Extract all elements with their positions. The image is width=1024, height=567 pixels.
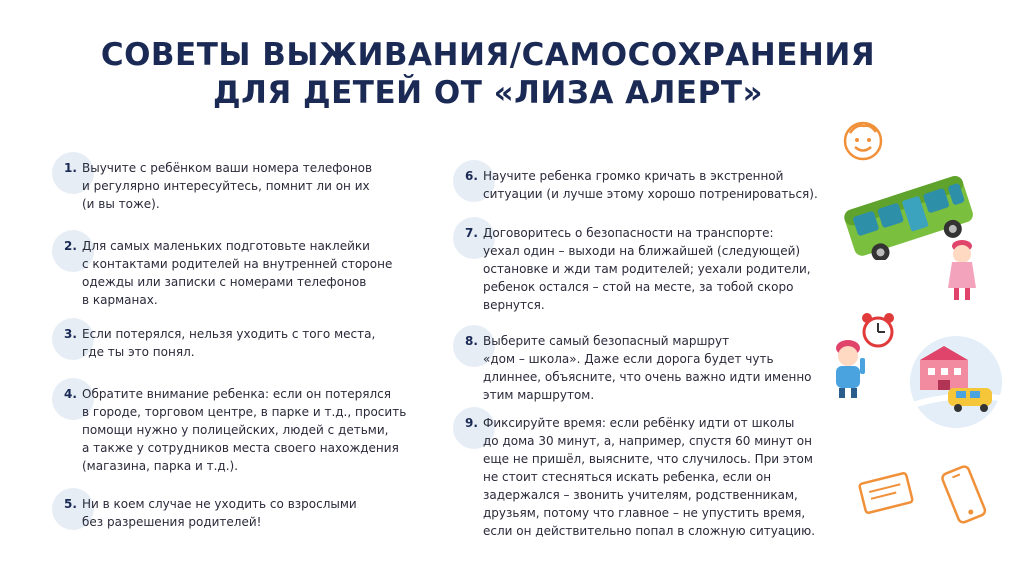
title-line-1: СОВЕТЫ ВЫЖИВАНИЯ/САМОСОХРАНЕНИЯ	[100, 37, 876, 73]
tip-number: 1.	[64, 161, 77, 175]
tip-text: Ни в коем случае не уходить со взрослыми без разрешения родителей!	[82, 497, 357, 529]
tip-number: 7.	[465, 226, 478, 240]
tip-number: 3.	[64, 327, 77, 341]
tip-number: 9.	[465, 416, 478, 430]
tip-number: 8.	[465, 334, 478, 348]
title-line-2: ДЛЯ ДЕТЕЙ ОТ «ЛИЗА АЛЕРТ»	[213, 75, 763, 111]
tip-text: Научите ребенка громко кричать в экстренной ситуации (и лучше этому хорошо потренироваться).	[483, 169, 818, 201]
page-title	[0, 36, 976, 112]
tip-text: Обратите внимание ребенка: если он потерялся в городе, торговом центре, в парке и т.д., просить помощи нужно у полицейских, людей с детьми, а также у сотрудников места своего нахождения (магазина, парка и т.д.).	[82, 387, 407, 473]
smiley-face-icon	[840, 118, 886, 164]
tip-text: Если потерялся, нельзя уходить с того места, где ты это понял.	[82, 327, 376, 359]
tip-text: Договоритесь о безопасности на транспорте: уехал один – выходи на ближайшей (следующей) остановке и жди там родителей; уехали родители, ребенок остался – стой на месте, за тобой скоро вернутся.	[483, 226, 811, 312]
tip-text: Выберите самый безопасный маршрут «дом – школа». Даже если дорога будет чуть длиннее, объясните, что очень важно идти именно этим маршрутом.	[483, 334, 812, 402]
tip-number: 4.	[64, 387, 77, 401]
tip-text: Для самых маленьких подготовьте наклейки с контактами родителей на внутренней стороне одежды или записки с номерами телефонов в карманах.	[82, 239, 393, 307]
tip-text: Фиксируйте время: если ребёнку идти от школы до дома 30 минут, а, например, спустя 60 минут он еще не пришёл, выясните, что случилось. При этом не стоит стесняться искать ребенка, если он задержался – звонить учителям, родственникам, друзьям, потому что главное – не упустить время, если он действительно попал в сложную ситуацию.	[483, 416, 816, 538]
tip-text: Выучите с ребёнком ваши номера телефонов и регулярно интересуйтесь, помнит ли он их (и вы тоже).	[82, 161, 373, 211]
child-illustration	[828, 338, 872, 400]
school-scene-illustration	[900, 336, 1010, 432]
girl-illustration	[944, 238, 980, 302]
tip-number: 6.	[465, 169, 478, 183]
tip-number: 5.	[64, 497, 77, 511]
tip-number: 2.	[64, 239, 77, 253]
phone-icon	[940, 462, 990, 528]
note-card-icon	[856, 468, 916, 518]
